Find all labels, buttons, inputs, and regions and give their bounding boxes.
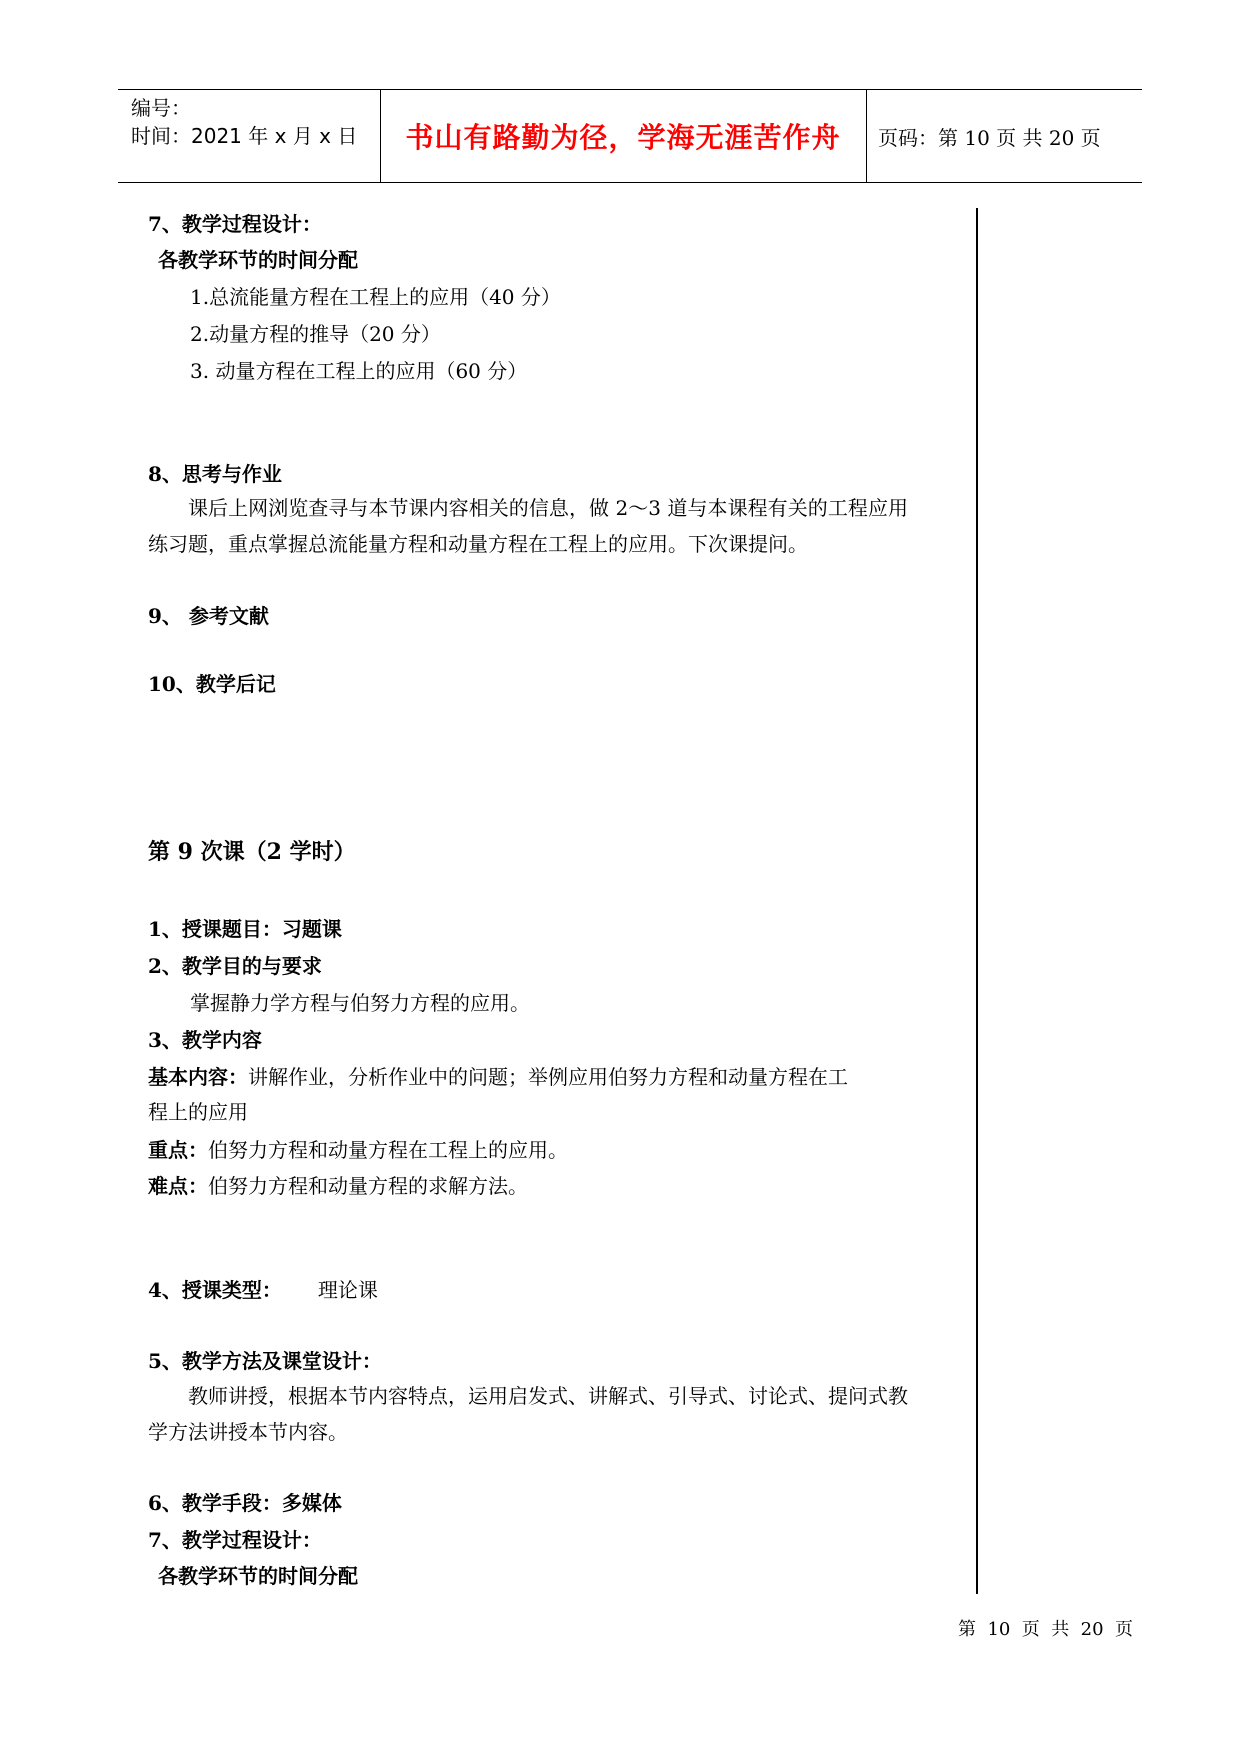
lesson9-section-4 <box>148 1276 378 1304</box>
time-label: 时间：2021 年 x 月 x 日 <box>131 124 358 148</box>
difficulty <box>148 1172 528 1200</box>
basic-content-continued: 程上的应用 <box>148 1100 248 1124</box>
right-margin-rule <box>976 208 978 1594</box>
lesson-title: 第 9 次课（2 学时） <box>148 839 356 865</box>
lesson9-section-6: 6、教学手段：多媒体 <box>148 1491 342 1515</box>
header-divider <box>866 90 867 182</box>
time-allocation-heading: 各教学环节的时间分配 <box>158 248 358 272</box>
key-point-text: 伯努力方程和动量方程在工程上的应用。 <box>208 1138 568 1162</box>
allocation-item-1: 1.总流能量方程在工程上的应用（40 分） <box>190 285 561 309</box>
lesson9-section-1: 1、授课题目：习题课 <box>148 917 342 941</box>
lesson9-section-7: 7、教学过程设计： <box>148 1528 322 1552</box>
key-point-label: 重点： <box>148 1138 208 1162</box>
basic-content <box>148 1063 848 1091</box>
page-footer: 第 10 页 共 20 页 <box>958 1619 1134 1640</box>
section-9-title: 9、 参考文献 <box>148 604 269 628</box>
page-header <box>118 89 1142 183</box>
lesson-type-label: 4、授课类型： <box>148 1278 282 1302</box>
lesson9-section-2-body: 掌握静力学方程与伯努力方程的应用。 <box>190 991 530 1015</box>
header-page-label: 页码：第 10 页 共 20 页 <box>878 125 1101 150</box>
lesson9-section-2: 2、教学目的与要求 <box>148 954 322 978</box>
lesson-type-value: 理论课 <box>317 1278 378 1302</box>
header-meta <box>131 94 357 150</box>
section-8-title: 8、思考与作业 <box>148 462 282 486</box>
allocation-item-2: 2.动量方程的推导（20 分） <box>190 322 441 346</box>
difficulty-text: 伯努力方程和动量方程的求解方法。 <box>208 1174 528 1198</box>
header-motto: 书山有路勤为径，学海无涯苦作舟 <box>405 121 841 154</box>
key-point <box>148 1136 568 1164</box>
section-8-body: 课后上网浏览查寻与本节课内容相关的信息，做 2～3 道与本课程有关的工程应用练习题，重点掌握总流能量方程和动量方程在工程上的应用。下次课提问。 <box>148 496 908 556</box>
basic-content-label: 基本内容： <box>148 1065 248 1089</box>
basic-content-text: 讲解作业，分析作业中的问题；举例应用伯努力方程和动量方程在工 <box>248 1065 848 1089</box>
lesson9-section-3: 3、教学内容 <box>148 1028 262 1052</box>
lesson9-time-allocation: 各教学环节的时间分配 <box>158 1564 358 1588</box>
lesson9-section-5: 5、教学方法及课堂设计： <box>148 1349 382 1373</box>
number-label: 编号： <box>131 96 191 120</box>
allocation-item-3: 3. 动量方程在工程上的应用（60 分） <box>190 359 528 383</box>
lesson9-section-5-body: 教师讲授，根据本节内容特点，运用启发式、讲解式、引导式、讨论式、提问式教学方法讲授本节内容。 <box>148 1384 908 1444</box>
difficulty-label: 难点： <box>148 1174 208 1198</box>
section-7-title: 7、教学过程设计： <box>148 212 322 236</box>
section-10-title: 10、教学后记 <box>148 672 276 696</box>
